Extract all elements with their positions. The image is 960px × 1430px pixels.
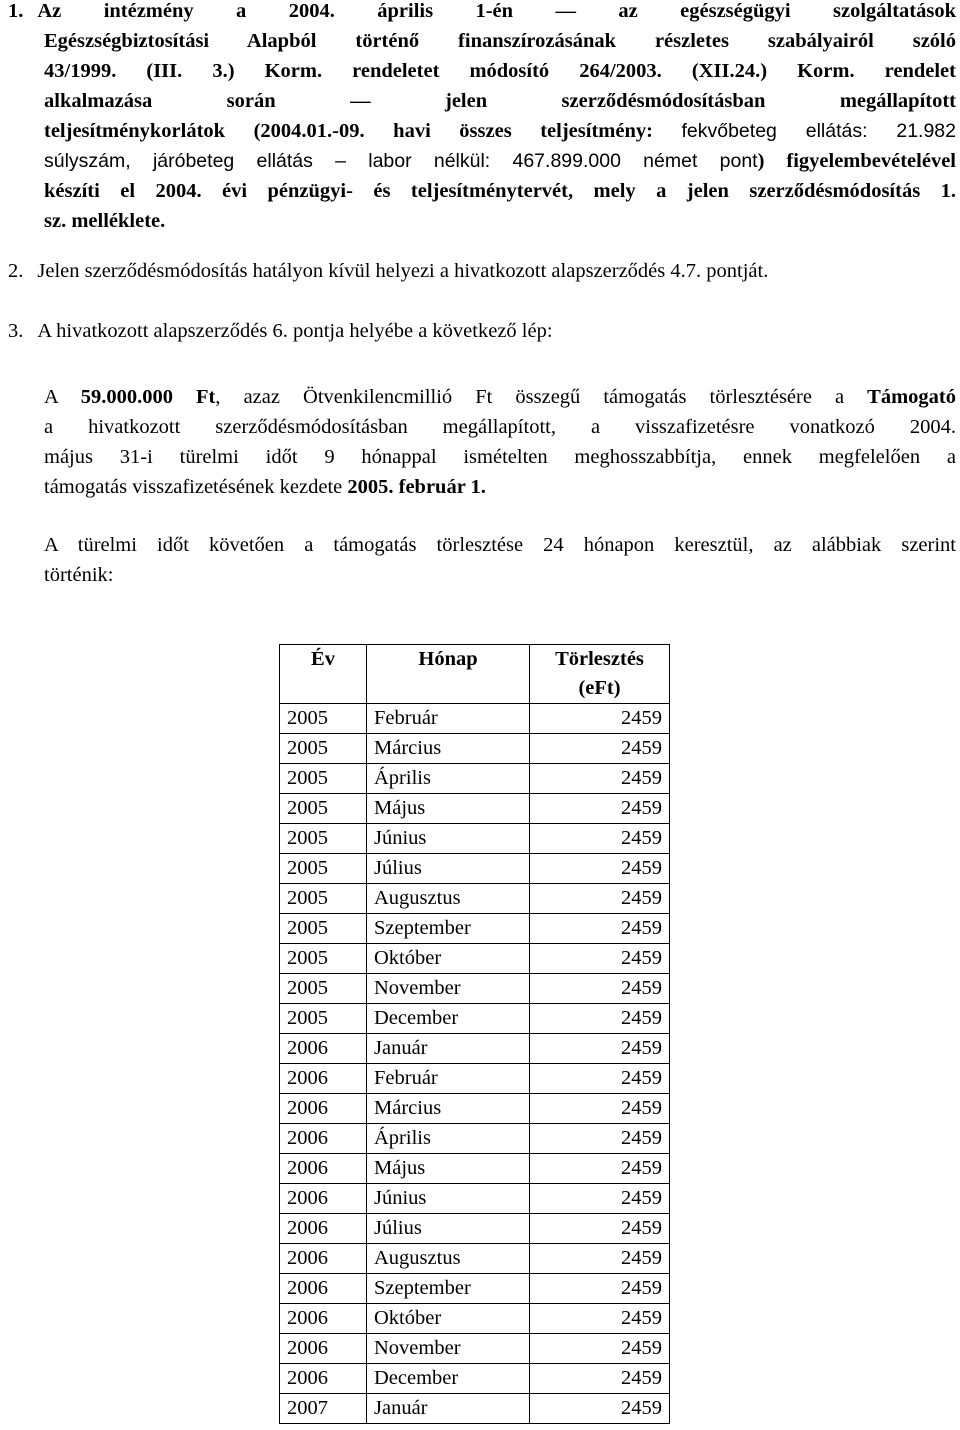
- cell-year: 2005: [280, 704, 367, 734]
- amount: 59.000.000 Ft: [80, 386, 216, 408]
- cell-year: 2005: [280, 974, 367, 1004]
- cell-repayment: 2459: [530, 854, 670, 884]
- table-row: [280, 1394, 670, 1424]
- cell-month: Október: [367, 1304, 530, 1334]
- start-date: 2005. február 1.: [347, 476, 486, 498]
- item-1-number: 1.: [8, 0, 24, 22]
- item-1-dash: —: [555, 0, 576, 22]
- item-1-line-5: teljesítménykorlátok (2004.01.-09. havi összes teljesítmény: fekvőbeteg ellátás: 21.982: [44, 120, 956, 142]
- table-row: [280, 1364, 670, 1394]
- item-2-line: [8, 256, 956, 286]
- item-1: [8, 0, 956, 236]
- cell-month: Június: [367, 824, 530, 854]
- para-1-line-4: támogatás visszafizetésének kezdete 2005. február 1.: [44, 476, 486, 498]
- para-1-line-3: május 31-i türelmi időt 9 hónappal ismételten meghosszabbítja, ennek megfelelően a: [44, 446, 956, 468]
- cell-month: Augusztus: [367, 1244, 530, 1274]
- cell-repayment: 2459: [530, 794, 670, 824]
- cell-year: 2005: [280, 854, 367, 884]
- table-row: [280, 1214, 670, 1244]
- cell-year: 2006: [280, 1124, 367, 1154]
- table-row: [280, 1274, 670, 1304]
- cell-month: Április: [367, 1124, 530, 1154]
- cell-month: Május: [367, 1154, 530, 1184]
- cell-repayment: 2459: [530, 1064, 670, 1094]
- para-2-line-1: A türelmi időt követően a támogatás törlesztése 24 hónapon keresztül, az alábbiak szerint: [44, 534, 956, 556]
- cell-month: Június: [367, 1184, 530, 1214]
- cell-repayment: 2459: [530, 1304, 670, 1334]
- cell-month: December: [367, 1004, 530, 1034]
- cell-year: 2006: [280, 1034, 367, 1064]
- repayment-table: [279, 644, 670, 1424]
- cell-repayment: 2459: [530, 1004, 670, 1034]
- cell-year: 2005: [280, 764, 367, 794]
- cell-month: November: [367, 974, 530, 1004]
- table-row: [280, 854, 670, 884]
- item-1-line-1: [8, 0, 956, 26]
- cell-month: Február: [367, 1064, 530, 1094]
- table-header-row: [280, 645, 670, 704]
- item-1-line-6: súlyszám, járóbeteg ellátás – labor nélkül: 467.899.000 német pont) figyelembevételével: [44, 150, 956, 172]
- cell-year: 2006: [280, 1334, 367, 1364]
- item-3: [8, 316, 956, 346]
- cell-month: Május: [367, 794, 530, 824]
- cell-year: 2006: [280, 1094, 367, 1124]
- table-row: [280, 1334, 670, 1364]
- cell-month: Október: [367, 944, 530, 974]
- item-2-number: 2.: [8, 260, 24, 282]
- cell-year: 2005: [280, 944, 367, 974]
- cell-year: 2006: [280, 1154, 367, 1184]
- item-1-line-8: sz. melléklete.: [44, 210, 166, 232]
- table-row: [280, 1094, 670, 1124]
- table-row: [280, 764, 670, 794]
- item-1-line-2: Egészségbiztosítási Alapból történő finanszírozásának részletes szabályairól szóló: [44, 30, 956, 52]
- cell-repayment: 2459: [530, 1394, 670, 1424]
- cell-repayment: 2459: [530, 704, 670, 734]
- cell-month: December: [367, 1364, 530, 1394]
- para-2-line-2: történik:: [44, 564, 114, 586]
- cell-repayment: 2459: [530, 884, 670, 914]
- table-row: [280, 824, 670, 854]
- cell-year: 2006: [280, 1064, 367, 1094]
- cell-year: 2006: [280, 1244, 367, 1274]
- item-3-line: [8, 316, 956, 346]
- table-row: [280, 974, 670, 1004]
- cell-year: 2007: [280, 1394, 367, 1424]
- item-2: [8, 256, 956, 286]
- item-2-text: Jelen szerződésmódosítás hatályon kívül helyezi a hivatkozott alapszerződés 4.7. pontját.: [37, 260, 769, 282]
- table-row: [280, 704, 670, 734]
- cell-repayment: 2459: [530, 1364, 670, 1394]
- table-row: [280, 734, 670, 764]
- cell-repayment: 2459: [530, 764, 670, 794]
- item-1-line-4: alkalmazása során — jelen szerződésmódosításban megállapított: [44, 90, 956, 112]
- item-1-line-3: 43/1999. (III. 3.) Korm. rendeletet módosító 264/2003. (XII.24.) Korm. rendelet: [44, 60, 956, 82]
- cell-month: Április: [367, 764, 530, 794]
- cell-year: 2005: [280, 734, 367, 764]
- header-repayment: Törlesztés (eFt): [530, 645, 670, 704]
- cell-repayment: 2459: [530, 824, 670, 854]
- header-year: Év: [280, 645, 367, 704]
- cell-year: 2005: [280, 914, 367, 944]
- cell-repayment: 2459: [530, 1034, 670, 1064]
- cell-repayment: 2459: [530, 1244, 670, 1274]
- cell-month: Július: [367, 1214, 530, 1244]
- para-1-line-2: a hivatkozott szerződésmódosításban megállapított, a visszafizetésre vonatkozó 2004.: [44, 416, 956, 438]
- table-body: [280, 704, 670, 1424]
- cell-month: Március: [367, 734, 530, 764]
- table-row: [280, 1244, 670, 1274]
- cell-year: 2005: [280, 884, 367, 914]
- cell-repayment: 2459: [530, 1124, 670, 1154]
- cell-year: 2006: [280, 1274, 367, 1304]
- cell-repayment: 2459: [530, 1094, 670, 1124]
- cell-repayment: 2459: [530, 1274, 670, 1304]
- schedule-intro: [8, 530, 956, 590]
- item-1-text-b: az egészségügyi szolgáltatások: [575, 0, 956, 22]
- cell-month: Augusztus: [367, 884, 530, 914]
- cell-year: 2005: [280, 1004, 367, 1034]
- table-row: [280, 944, 670, 974]
- cell-repayment: 2459: [530, 914, 670, 944]
- cell-month: Szeptember: [367, 1274, 530, 1304]
- cell-repayment: 2459: [530, 944, 670, 974]
- para-1-line-1: A 59.000.000 Ft, azaz Ötvenkilencmillió Ft összegű támogatás törlesztésére a Támogató: [44, 386, 956, 408]
- cell-month: Szeptember: [367, 914, 530, 944]
- table-row: [280, 1154, 670, 1184]
- cell-year: 2005: [280, 794, 367, 824]
- cell-repayment: 2459: [530, 974, 670, 1004]
- table-row: [280, 1184, 670, 1214]
- cell-repayment: 2459: [530, 1334, 670, 1364]
- cell-month: Február: [367, 704, 530, 734]
- header-month: Hónap: [367, 645, 530, 704]
- table-row: [280, 1124, 670, 1154]
- item-1-line-7: készíti el 2004. évi pénzügyi- és teljesítménytervét, mely a jelen szerződésmódosítás 1.: [44, 180, 956, 202]
- cell-month: November: [367, 1334, 530, 1364]
- cell-month: Március: [367, 1094, 530, 1124]
- item-3-number: 3.: [8, 320, 24, 342]
- table-row: [280, 1304, 670, 1334]
- cell-month: Január: [367, 1034, 530, 1064]
- cell-month: Július: [367, 854, 530, 884]
- table-row: [280, 1034, 670, 1064]
- cell-repayment: 2459: [530, 1214, 670, 1244]
- cell-repayment: 2459: [530, 1184, 670, 1214]
- item-1-text-a: Az intézmény a 2004. április 1-én: [37, 0, 556, 22]
- cell-year: 2006: [280, 1184, 367, 1214]
- cell-year: 2006: [280, 1214, 367, 1244]
- table-row: [280, 1004, 670, 1034]
- cell-year: 2006: [280, 1364, 367, 1394]
- cell-repayment: 2459: [530, 1154, 670, 1184]
- cell-year: 2006: [280, 1304, 367, 1334]
- table-row: [280, 884, 670, 914]
- table-row: [280, 1064, 670, 1094]
- cell-year: 2005: [280, 824, 367, 854]
- cell-repayment: 2459: [530, 734, 670, 764]
- repayment-paragraph: [8, 382, 956, 502]
- item-3-text: A hivatkozott alapszerződés 6. pontja helyébe a következő lép:: [37, 320, 553, 342]
- cell-month: Január: [367, 1394, 530, 1424]
- table-row: [280, 794, 670, 824]
- table-row: [280, 914, 670, 944]
